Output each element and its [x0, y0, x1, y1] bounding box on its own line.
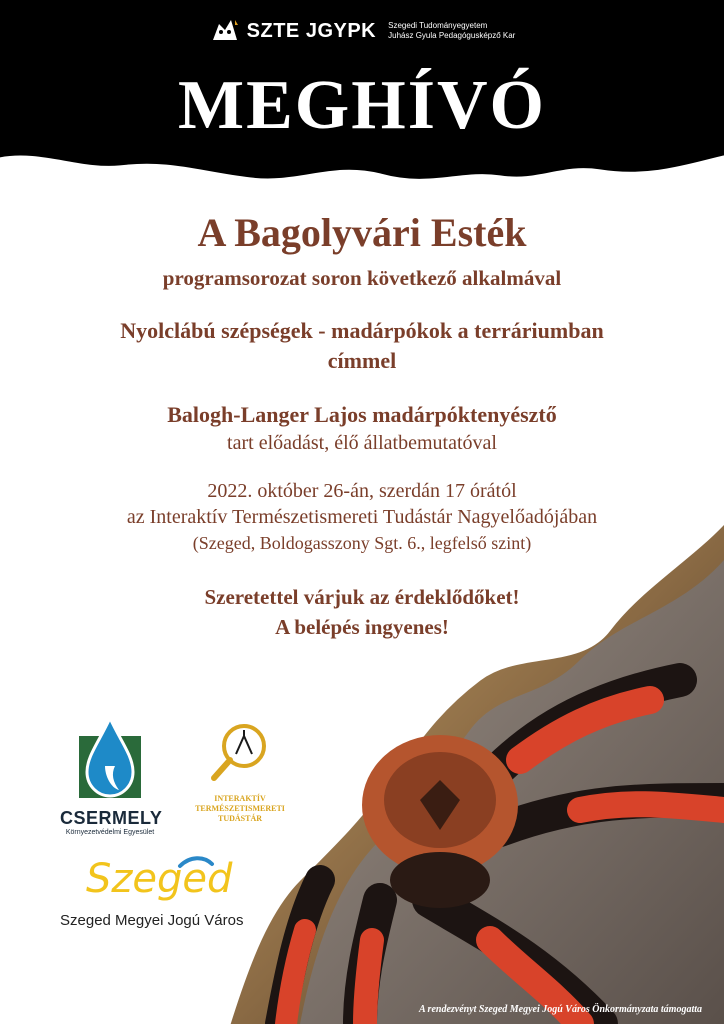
- event-venue: az Interaktív Természetismereti Tudástár Nagyelőadójában: [126, 506, 598, 528]
- magnifier-icon: [210, 722, 270, 784]
- free-entry-note: A belépés ingyenes!: [275, 615, 449, 639]
- university-logo: [0, 16, 724, 46]
- itt-name: [180, 794, 300, 824]
- itt-name-line2: TERMÉSZETISMERETI: [195, 804, 285, 813]
- szeged-logo: [80, 852, 250, 904]
- lecture-title: Nyolclábú szépségek - madárpókok a terráriumban: [120, 318, 604, 343]
- csermely-name: CSERMELY: [60, 808, 163, 828]
- itt-name-line3: TUDÁSTÁR: [217, 814, 262, 823]
- itt-name-line1: INTERAKTÍV: [214, 794, 266, 803]
- university-name: [388, 21, 515, 41]
- lecture-title-suffix: címmel: [327, 348, 397, 373]
- water-drop-icon: [75, 716, 145, 800]
- csermely-subtitle: Környezetvédelmi Egyesület: [65, 829, 155, 836]
- presenter-name: Balogh-Langer Lajos madárpóktenyésztő: [167, 402, 557, 427]
- event-address: (Szeged, Boldogasszony Sgt. 6., legfelső szint): [192, 533, 532, 553]
- owl-icon: [209, 16, 241, 46]
- page-title: MEGHÍVÓ: [178, 67, 546, 144]
- szeged-wordmark: Szeged: [86, 856, 233, 902]
- welcome-message: Szeretettel várjuk az érdeklődőket!: [204, 585, 520, 609]
- university-name-line2: Juhász Gyula Pedagógusképző Kar: [388, 31, 516, 40]
- itt-logo: [180, 722, 300, 824]
- csermely-logo: [60, 716, 163, 836]
- series-title: A Bagolyvári Esték: [197, 210, 527, 255]
- szeged-city-name: Szeged Megyei Jogú Város: [60, 912, 244, 929]
- sponsor-note: A rendezvényt Szeged Megyei Jogú Város Önkormányzata támogatta: [418, 1004, 702, 1015]
- event-datetime: 2022. október 26-án, szerdán 17 órától: [207, 480, 517, 502]
- university-abbrev: SZTE JGYPK: [246, 19, 377, 42]
- invitation-body: [0, 206, 724, 642]
- series-subtitle: programsorozat soron következő alkalmával: [162, 266, 562, 290]
- presenter-note: tart előadást, élő állatbemutatóval: [227, 432, 497, 454]
- university-name-line1: Szegedi Tudományegyetem: [388, 21, 488, 30]
